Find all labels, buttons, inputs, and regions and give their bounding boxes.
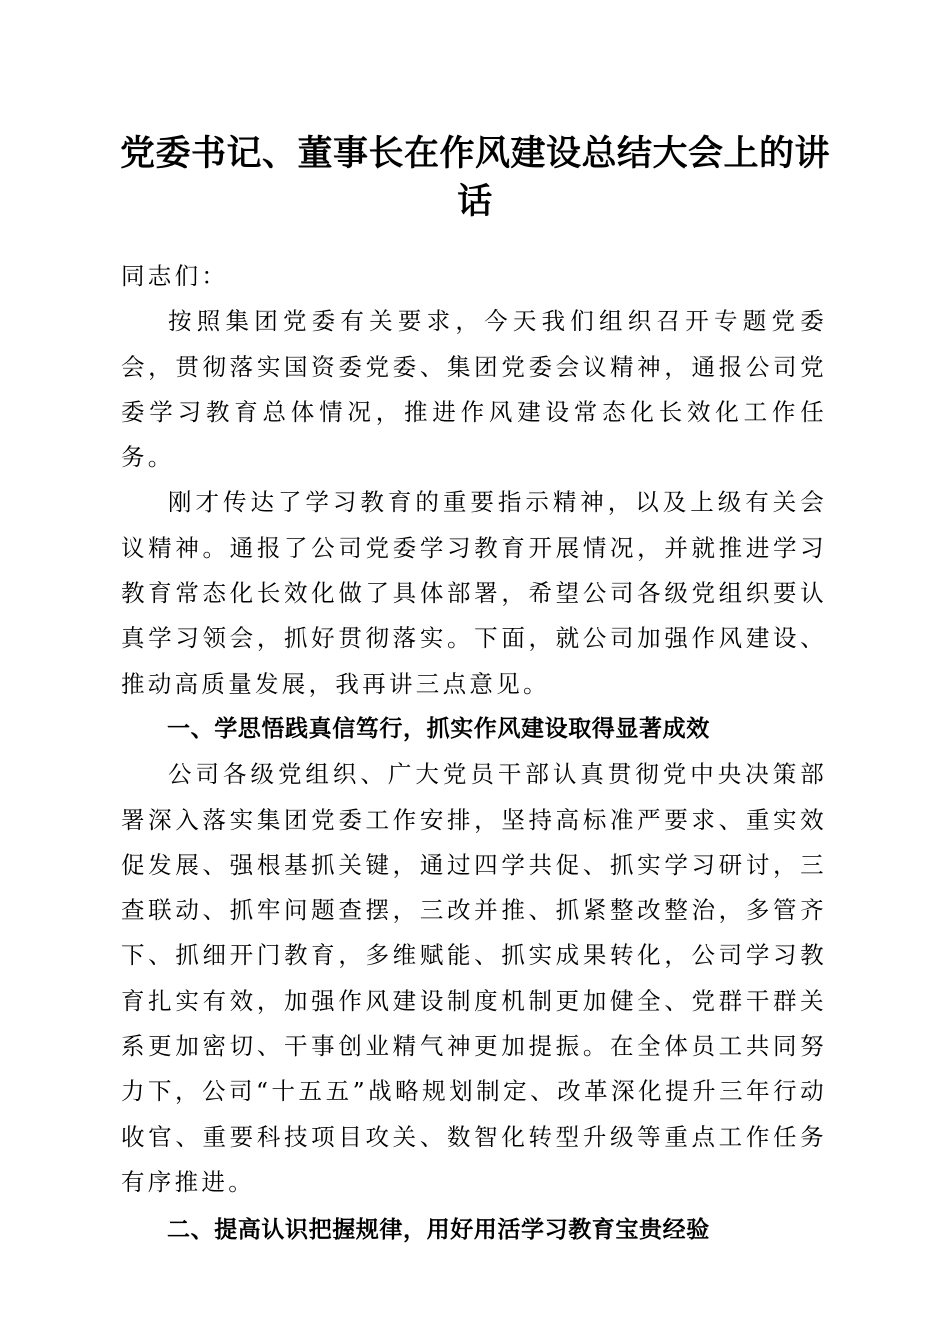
section-1-paragraph: 公司各级党组织、广大党员干部认真贯彻党中央决策部署深入落实集团党委工作安排，坚持高标准严要求、重实效促发展、强根基抓关键，通过四学共促、抓实学习研讨，三查联动、抓牢问题查摆，三改并推、抓紧整改整治，多管齐下、抓细开门教育，多维赋能、抓实成果转化，公司学习教育扎实有效，加强作风建设制度机制更加健全、党群干群关系更加密切、干事创业精气神更加提振。在全体员工共同努力下，公司“十五五”战略规划制定、改革深化提升三年行动收官、重要科技项目攻关、数智化转型升级等重点工作任务有序推进。	[121, 760, 827, 1196]
document-title: 党委书记、董事长在作风建设总结大会上的讲话	[119, 134, 830, 222]
section-1-heading: 一、学思悟践真信笃行，抓实作风建设取得显著成效	[167, 715, 710, 742]
section-2-heading: 二、提高认识把握规律，用好用活学习教育宝贵经验	[167, 1217, 710, 1244]
intro-paragraph-2: 刚才传达了学习教育的重要指示精神，以及上级有关会议精神。通报了公司党委学习教育开展情况，并就推进学习教育常态化长效化做了具体部署，希望公司各级党组织要认真学习领会，抓好贯彻落实。下面，就公司加强作风建设、推动高质量发展，我再讲三点意见。	[121, 488, 827, 698]
intro-paragraph-1: 按照集团党委有关要求，今天我们组织召开专题党委会，贯彻落实国资委党委、集团党委会议精神，通报公司党委学习教育总体情况，推进作风建设常态化长效化工作任务。	[121, 307, 827, 472]
salutation: 同志们：	[121, 262, 229, 290]
document-body	[121, 254, 827, 1254]
